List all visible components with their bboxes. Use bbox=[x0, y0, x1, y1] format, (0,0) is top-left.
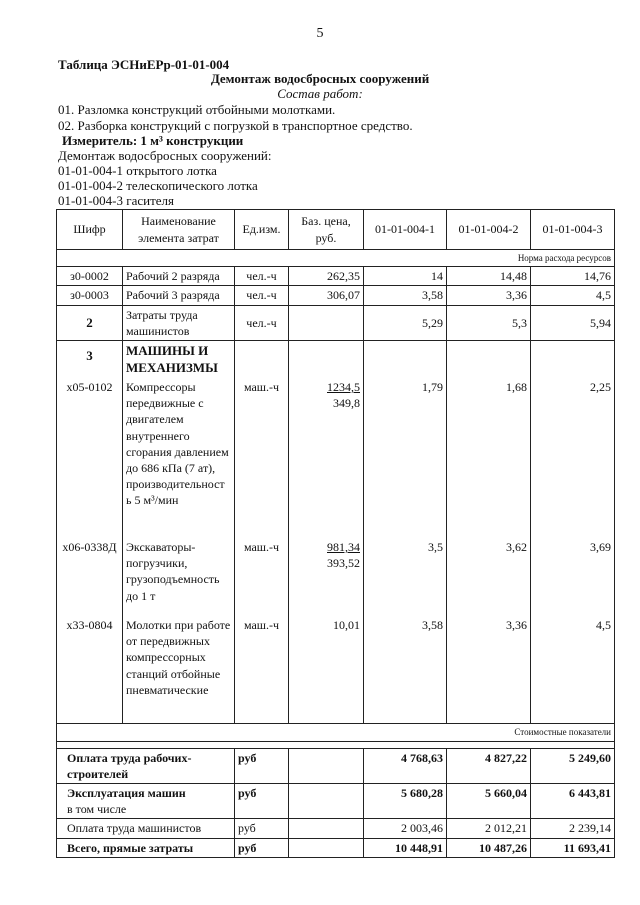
scope-item-3: 01-01-004-3 гасителя bbox=[58, 193, 174, 208]
total-label: Оплата труда машинистов bbox=[57, 819, 235, 838]
total-value-3: 5 249,60 bbox=[531, 748, 615, 783]
total-unit: руб bbox=[235, 748, 289, 783]
total-value-2: 5 660,04 bbox=[447, 784, 531, 819]
row-code: з0-0002 bbox=[57, 267, 123, 286]
header-code: Шифр bbox=[57, 210, 123, 250]
header-col2: 01-01-004-2 bbox=[447, 210, 531, 250]
row-value-3: 2,25 bbox=[531, 378, 615, 538]
header-unit: Ед.изм. bbox=[235, 210, 289, 250]
total-wages-row bbox=[57, 748, 615, 783]
row-value-2: 5,3 bbox=[447, 305, 531, 340]
price-sub: 349,8 bbox=[333, 396, 360, 411]
row-value-3: 4,5 bbox=[531, 286, 615, 305]
row-name: Затраты труда машинистов bbox=[123, 305, 235, 340]
measure-label: Измеритель: 1 м³ конструкции bbox=[62, 133, 244, 148]
row-value-3: 3,69 bbox=[531, 538, 615, 616]
row-code: х33-0804 bbox=[57, 616, 123, 724]
row-value-3: 14,76 bbox=[531, 267, 615, 286]
scope-item-1: 01-01-004-1 открытого лотка bbox=[58, 163, 217, 178]
section-code: 3 bbox=[57, 340, 123, 378]
row-name: Рабочий 2 разряда bbox=[123, 267, 235, 286]
page-number: 5 bbox=[316, 26, 324, 41]
operators-row bbox=[57, 305, 615, 340]
header-price: Баз. цена, руб. bbox=[289, 210, 364, 250]
header-col3: 01-01-004-3 bbox=[531, 210, 615, 250]
total-direct-row bbox=[57, 838, 615, 857]
section-name: МАШИНЫ И МЕХАНИЗМЫ bbox=[123, 340, 235, 378]
row-value-1: 14 bbox=[364, 267, 447, 286]
row-name: Экскаваторы-погрузчики, грузоподъемность до 1 т bbox=[123, 538, 235, 616]
table-row bbox=[57, 538, 615, 616]
total-value-1: 2 003,46 bbox=[364, 819, 447, 838]
price-main: 981,34 bbox=[327, 539, 360, 554]
total-value-2: 4 827,22 bbox=[447, 748, 531, 783]
row-value-1: 3,58 bbox=[364, 286, 447, 305]
work-item-1: 01. Разломка конструкций отбойными молотками. bbox=[58, 102, 336, 117]
row-value-2: 3,36 bbox=[447, 286, 531, 305]
row-price: 262,35 bbox=[289, 267, 364, 286]
total-label: Всего, прямые затраты bbox=[57, 838, 235, 857]
total-value-1: 5 680,28 bbox=[364, 784, 447, 819]
row-code: 2 bbox=[57, 305, 123, 340]
row-value-3: 4,5 bbox=[531, 616, 615, 724]
row-value-3: 5,94 bbox=[531, 305, 615, 340]
row-unit: чел.-ч bbox=[235, 305, 289, 340]
total-value-2: 2 012,21 bbox=[447, 819, 531, 838]
cost-note: Стоимостные показатели bbox=[57, 724, 615, 741]
row-price: 306,07 bbox=[289, 286, 364, 305]
row-value-1: 1,79 bbox=[364, 378, 447, 538]
table-header-row bbox=[57, 210, 615, 250]
row-value-2: 14,48 bbox=[447, 267, 531, 286]
document-subheading: Состав работ: bbox=[277, 86, 363, 101]
row-unit: маш.-ч bbox=[235, 378, 289, 538]
row-unit: маш.-ч bbox=[235, 538, 289, 616]
total-machines-row bbox=[57, 784, 615, 819]
table-row bbox=[57, 616, 615, 724]
row-unit: чел.-ч bbox=[235, 286, 289, 305]
row-code: х05-0102 bbox=[57, 378, 123, 538]
total-label bbox=[57, 784, 235, 819]
total-value-1: 10 448,91 bbox=[364, 838, 447, 857]
table-row bbox=[57, 267, 615, 286]
including-label: в том числе bbox=[67, 802, 127, 817]
total-machines-label: Эксплуатация машин bbox=[67, 786, 186, 800]
scope-intro: Демонтаж водосбросных сооружений: bbox=[58, 148, 272, 163]
header-name: Наименование элемента затрат bbox=[123, 210, 235, 250]
price-main: 1234,5 bbox=[327, 379, 360, 394]
row-value-2: 1,68 bbox=[447, 378, 531, 538]
row-price bbox=[289, 378, 364, 538]
machines-section-row bbox=[57, 340, 615, 378]
total-label: Оплата труда рабочих-строителей bbox=[57, 748, 235, 783]
norm-note: Норма расхода ресурсов bbox=[57, 250, 615, 267]
table-title: Таблица ЭСНиЕРр-01-01-004 bbox=[58, 57, 230, 72]
row-unit: чел.-ч bbox=[235, 267, 289, 286]
table-row bbox=[57, 378, 615, 538]
work-item-2: 02. Разборка конструкций с погрузкой в транспортное средство. bbox=[58, 118, 413, 133]
total-value-1: 4 768,63 bbox=[364, 748, 447, 783]
row-price bbox=[289, 305, 364, 340]
row-name: Компрессоры передвижные с двигателем внутреннего сгорания давлением до 686 кПа (7 ат), производительност ь 5 м³/мин bbox=[123, 378, 235, 538]
row-unit: маш.-ч bbox=[235, 616, 289, 724]
row-code: з0-0003 bbox=[57, 286, 123, 305]
row-name: Рабочий 3 разряда bbox=[123, 286, 235, 305]
row-value-1: 5,29 bbox=[364, 305, 447, 340]
total-operators-row bbox=[57, 819, 615, 838]
total-unit: руб bbox=[235, 819, 289, 838]
row-value-2: 3,62 bbox=[447, 538, 531, 616]
row-value-1: 3,5 bbox=[364, 538, 447, 616]
scope-item-2: 01-01-004-2 телескопического лотка bbox=[58, 178, 258, 193]
total-value-3: 11 693,41 bbox=[531, 838, 615, 857]
row-name: Молотки при работе от передвижных компрессорных станций отбойные пневматические bbox=[123, 616, 235, 724]
row-value-1: 3,58 bbox=[364, 616, 447, 724]
row-code: х06-0338Д bbox=[57, 538, 123, 616]
total-value-3: 2 239,14 bbox=[531, 819, 615, 838]
document-heading: Демонтаж водосбросных сооружений bbox=[210, 71, 430, 86]
price-sub: 393,52 bbox=[327, 556, 360, 571]
total-value-2: 10 487,26 bbox=[447, 838, 531, 857]
row-price: 10,01 bbox=[289, 616, 364, 724]
header-col1: 01-01-004-1 bbox=[364, 210, 447, 250]
resource-table bbox=[56, 209, 615, 858]
total-unit: руб bbox=[235, 838, 289, 857]
row-value-2: 3,36 bbox=[447, 616, 531, 724]
total-value-3: 6 443,81 bbox=[531, 784, 615, 819]
row-price bbox=[289, 538, 364, 616]
table-row bbox=[57, 286, 615, 305]
total-unit: руб bbox=[235, 784, 289, 819]
